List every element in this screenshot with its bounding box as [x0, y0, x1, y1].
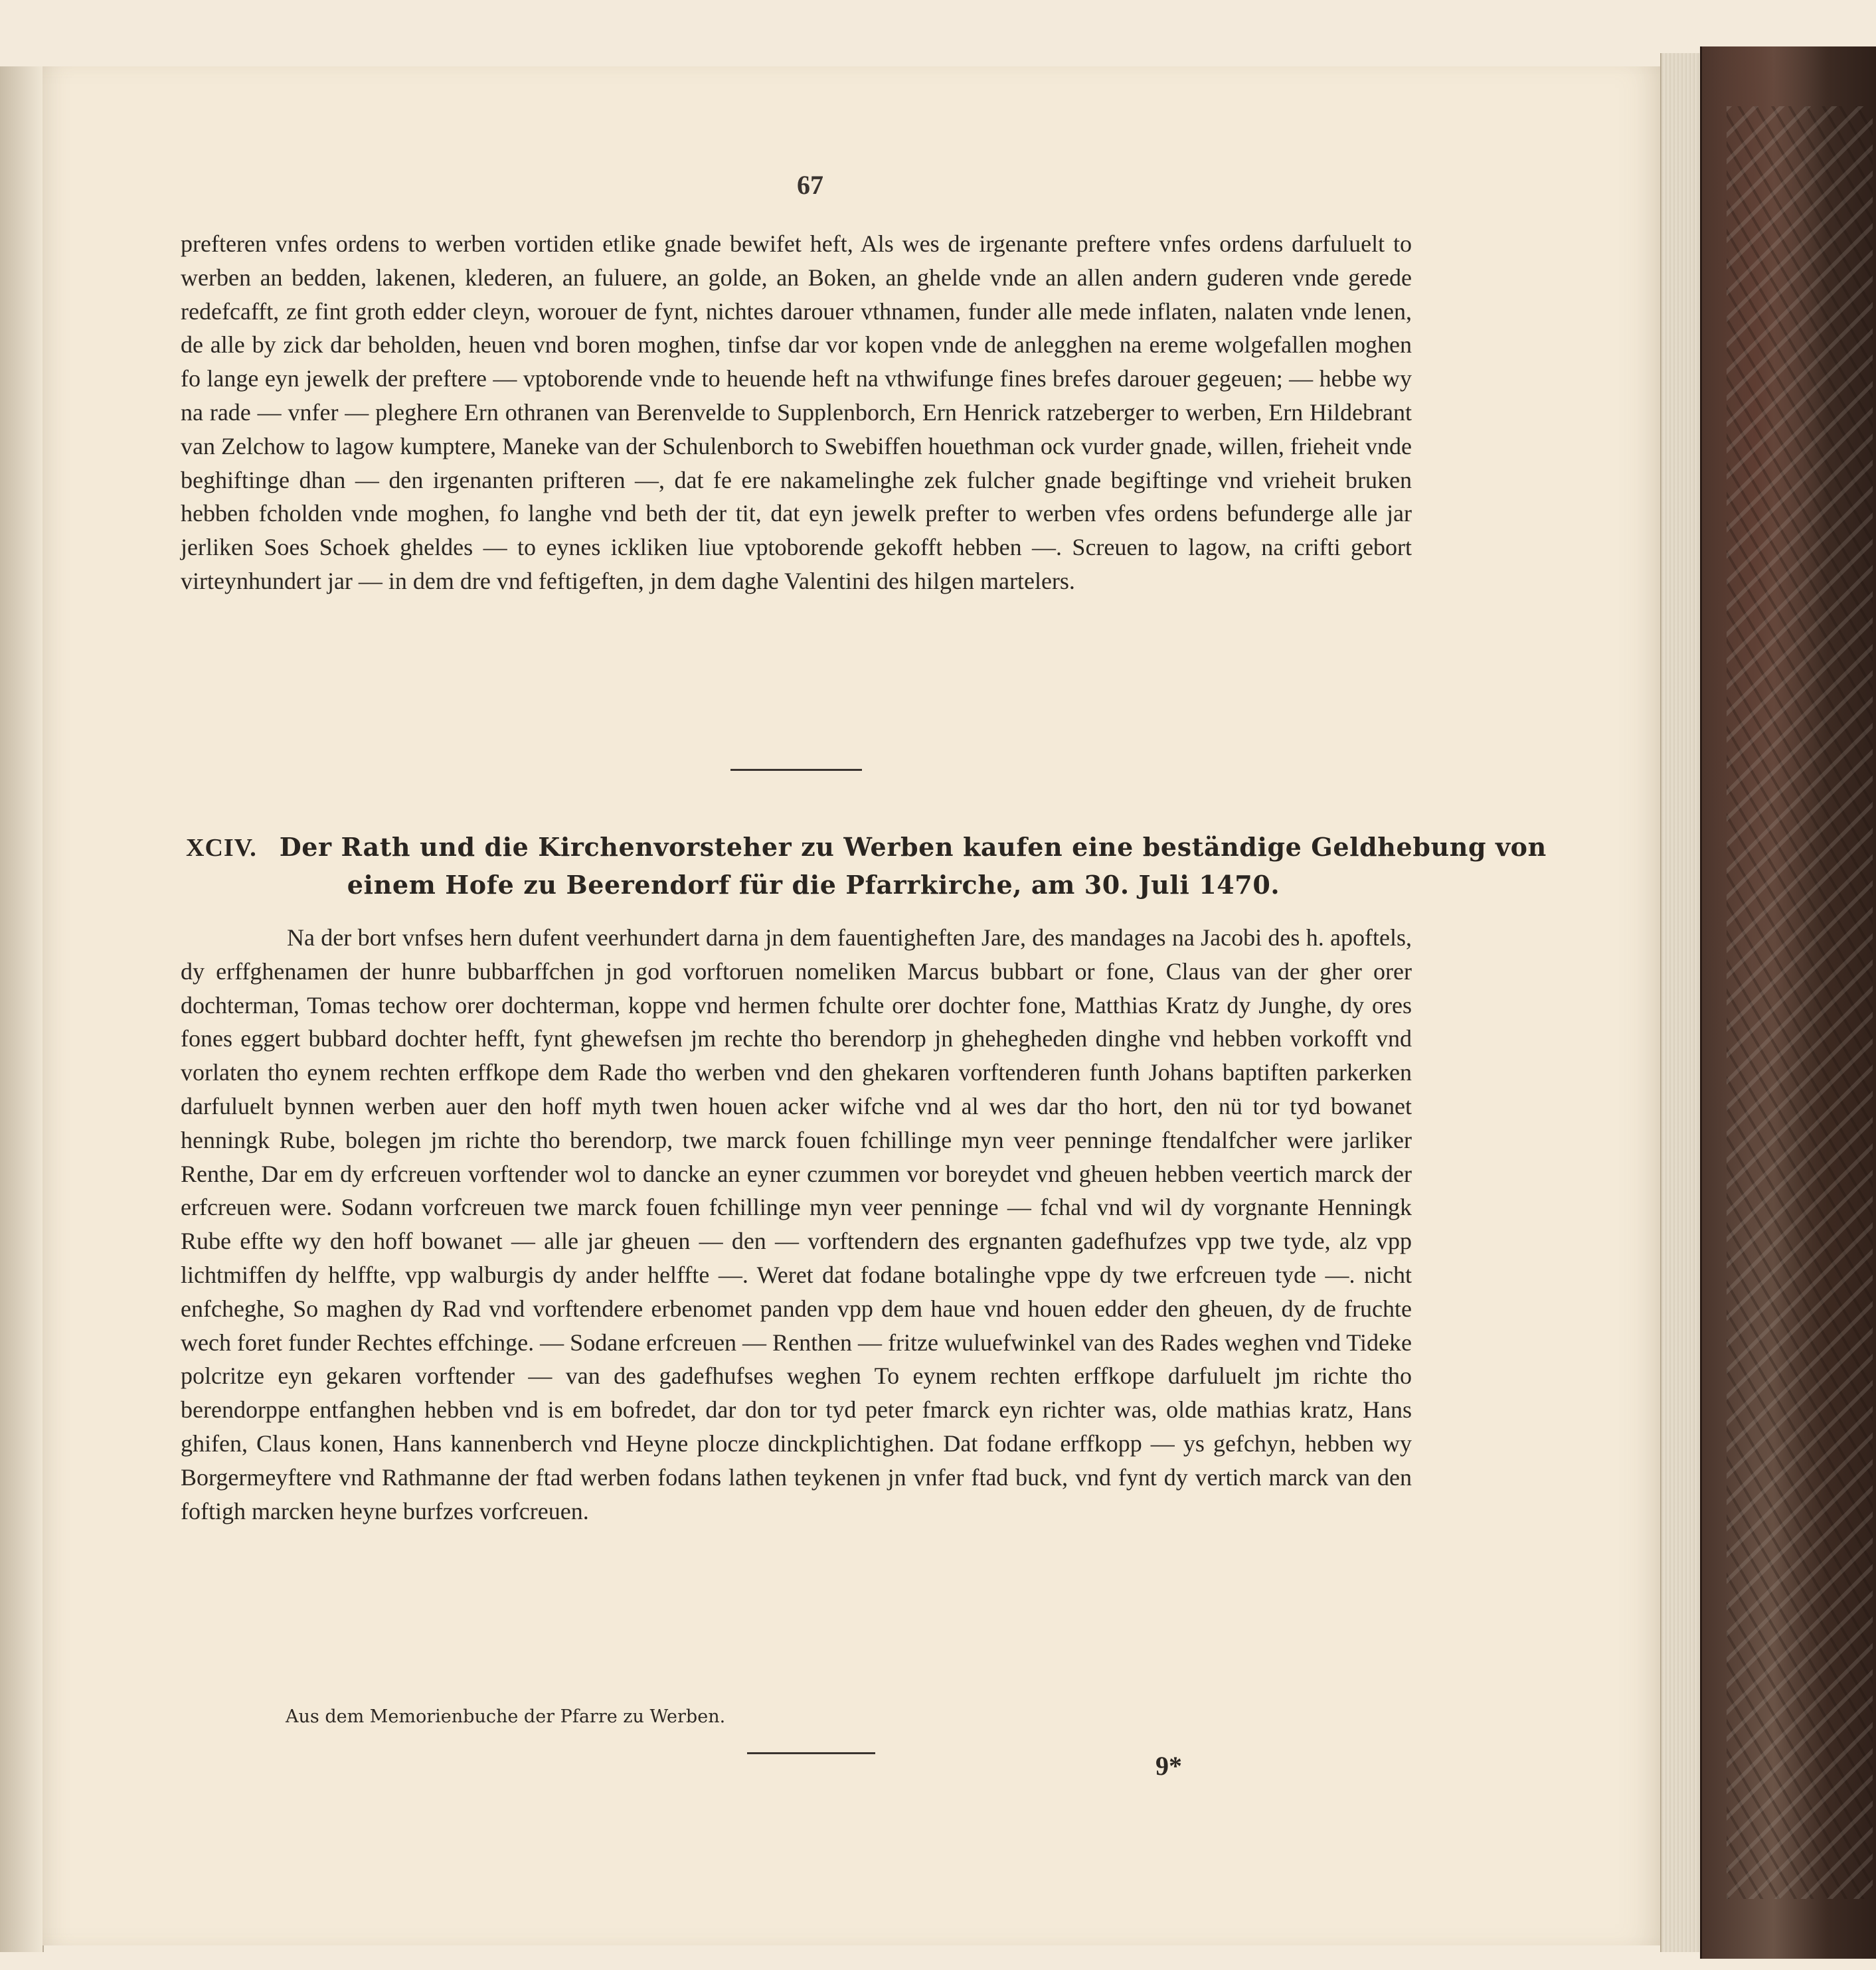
- page-number: 67: [797, 170, 823, 200]
- charter-2-paragraph: Na der bort vnfses hern dufent veerhundert darna jn dem fauentigheften Jare, des mandages na Jacobi des h. apoftels, dy erffghenamen der hunre bubbarffchen jn god vorftoruen nomeliken Marcus bubbart or fone, Claus van der gher orer dochterman, Tomas techow orer dochterman, koppe vnd hermen fchulte orer dochter fone, Matthias Kratz dy Junghe, dy ores fones eggert bubbard dochter hefft, fynt ghewefsen jm rechte tho berendorp jn ghehegheden dinghe vnd hebben vorkofft vnd vorlaten tho eynem rechten erffkope dem Rade tho werben vnd den ghekaren vorftenderen funth Johans baptiften parkerken darfuluelt bynnen werben auer den hoff myth twen houen acker wifche vnd al wes dar tho hort, den nü tor tyd bowanet henningk Rube, bolegen jm richte tho berendorp, twe marck fouen fchillinge myn veer penninge ftendalfcher were jarliker Renthe, Dar em dy erfcreuen vorftender wol to dancke an eyner czummen vor boreydet vnd gheuen hebben veertich marck der erfcreuen were. Sodann vorfcreuen twe marck fouen fchillinge myn veer penninge — fchal vnd wil dy vorgnante Henningk Rube effte wy den hoff bowanet — alle jar gheuen — den — vorftendern des ergnanten gadefhufzes vpp twe tyde, alz vpp lichtmiffen dy helffte, vpp walburgis dy ander helffte —. Weret dat fodane botalinghe vppe dy twe erfcreuen tyde —. nicht enfcheghe, So maghen dy Rad vnd vorftendere erbenomet panden vpp dem haue vnd houen edder den gheuen, dy de fruchte wech foret funder Rechtes effchinge. — Sodane erfcreuen — Renthen — fritze wuluefwinkel van des Rades weghen vnd Tideke polcritze eyn gekaren vorftender — van des gadefhufses weghen To eynem rechten erffkope darfuluelt jm richte tho berendorppe entfanghen hebben vnd is em bofredet, dar don tor tyd peter fmarck eyn richter was, olde mathias kratz, Hans ghifen, Claus konen, Hans kannenberch vnd Heyne plocze dinckplichtighen. Dat fodane erffkopp — ys gefchyn, hebben wy Borgermeyftere vnd Rathmanne der ftad werben fodans lathen teykenen jn vnfer ftad buck, vnd fynt dy vertich marck van den foftigh marcken heyne burfzes vorfcreuen.: [181, 924, 1412, 1524]
- section-heading: [186, 829, 1547, 904]
- signature-mark: 9*: [1155, 1751, 1182, 1781]
- section-title-line-2: einem Hofe zu Beerendorf für die Pfarrkirche, am 30. Juli 1470.: [347, 870, 1280, 900]
- page-edges: [1660, 53, 1701, 1952]
- section-number: XCIV.: [186, 834, 257, 862]
- heading-line-1: [186, 829, 1547, 866]
- footer-divider: [747, 1752, 875, 1754]
- section-divider: [730, 769, 862, 771]
- section-title-line-1: Der Rath und die Kirchenvorsteher zu Werben kaufen eine beständige Geldhebung von: [279, 832, 1547, 862]
- cover-marbling: [1727, 106, 1873, 1899]
- charter-2-text: [181, 921, 1412, 1528]
- charter-1-text: [181, 227, 1412, 598]
- charter-1-paragraph: prefteren vnfes ordens to werben vortiden etlike gnade bewifet heft, Als wes de irgenante preftere vnfes ordens darfuluelt to werben an bedden, lakenen, klederen, an fuluere, an golde, an Boken, an ghelde vnde an allen andern guderen vnde gerede redefcafft, ze fint groth edder cleyn, worouer de fynt, nichtes darouer vthnamen, funder alle mede inflaten, nalaten vnde lenen, de alle by zick dar beholden, heuen vnd boren moghen, tinfse dar vor kopen vnde de anlegghen na ereme wolgefallen moghen fo lange eyn jewelk der preftere — vptoborende vnde to heuende heft na vthwifunge fines brefes darouer gegeuen; — hebbe wy na rade — vnfer — pleghere Ern othranen van Berenvelde to Supplenborch, Ern Henrick ratzeberger to werben, Ern Hildebrant van Zelchow to lagow kumptere, Maneke van der Schulenborch to Swebiffen houethman ock vurder gnade, willen, frieheit vnde beghiftinge dhan — den irgenanten prifteren —, dat fe ere nakamelinghe zek fulcher gnade begiftinge vnd vrieheit bruken hebben fcholden vnde moghen, fo langhe vnd beth der tit, dat eyn jewelk prefter to werben vfes ordens befunderge alle jar jerliken Soes Schoek gheldes — to eynes ickliken liue vptoborende gekofft hebben —. Screuen to lagow, na crifti gebort virteynhundert jar — in dem dre vnd feftigeften, jn dem daghe Valentini des hilgen martelers.: [181, 230, 1412, 594]
- source-note: Aus dem Memorienbuche der Pfarre zu Werben.: [286, 1706, 726, 1727]
- left-page-edge: [0, 66, 44, 1952]
